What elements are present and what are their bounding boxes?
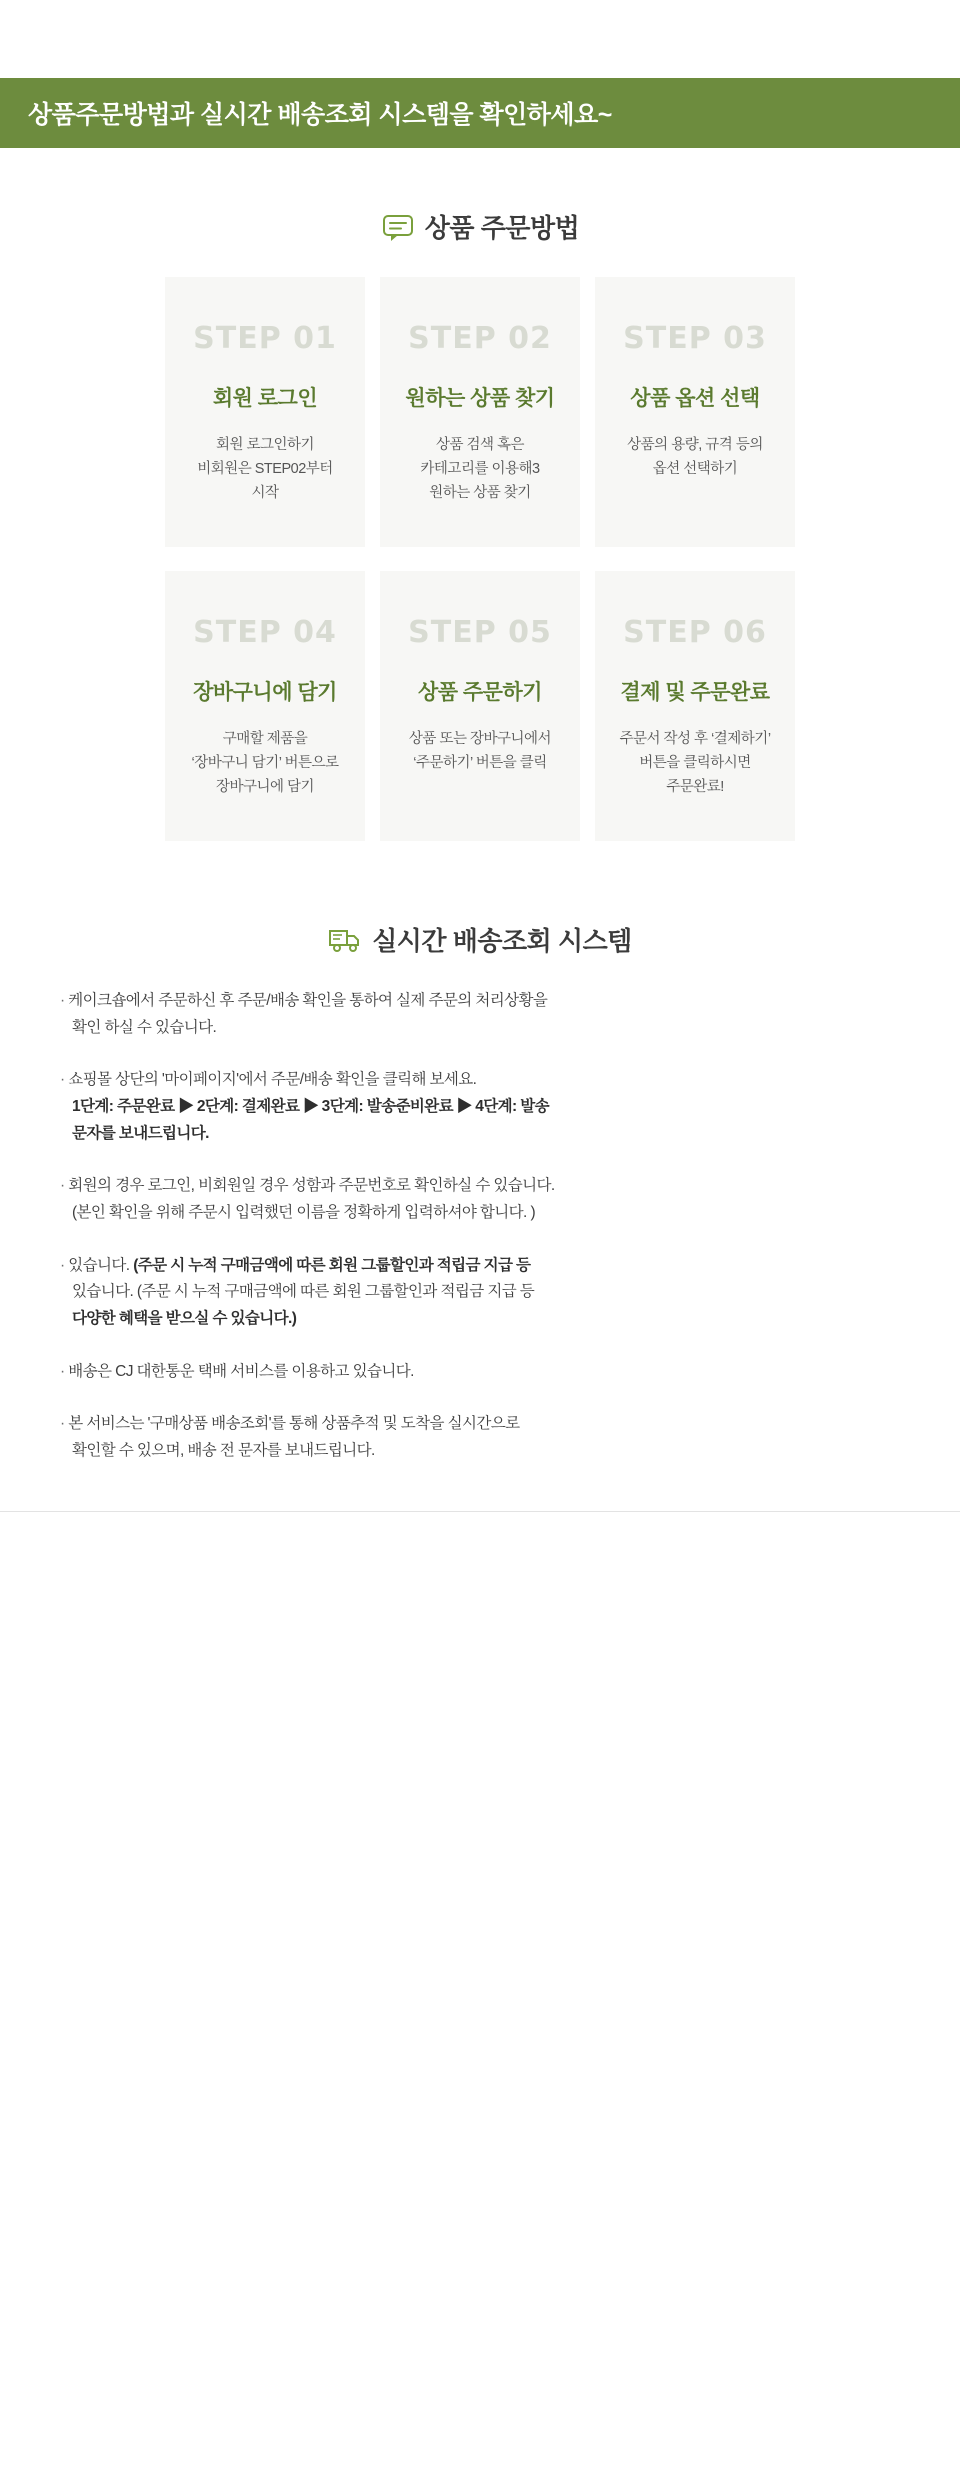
steps-grid [0,277,960,841]
delivery-line: (본인 확인을 위해 주문시 입력했던 이름을 정확하게 입력하셔야 합니다. ) [72,1203,536,1221]
step-number: STEP 03 [623,321,767,356]
step-desc-line: 주문서 작성 후 ‘결제하기’ [619,731,771,747]
step-desc-line: 비회원은 STEP02부터 [197,460,333,477]
step-card [380,571,580,841]
order-method-heading [0,208,960,245]
delivery-line: · 있습니다. (주문 시 누적 구매금액에 따른 회원 그룹할인과 적립금 지급 등 [60,1253,900,1280]
step-number: STEP 04 [193,615,337,650]
step-title: 원하는 상품 찾기 [405,387,555,410]
delivery-line: 확인 하실 수 있습니다. [72,1018,217,1036]
step-desc-line: 상품의 용량, 규격 등의 [627,437,763,453]
delivery-line: · 본 서비스는 '구매상품 배송조회'를 통해 상품추적 및 도착을 실시간으로 [60,1411,900,1438]
step-title: 결제 및 주문완료 [620,681,770,704]
delivery-line: 확인할 수 있으며, 배송 전 문자를 보내드립니다. [72,1441,375,1459]
order-method-title: 상품 주문방법 [424,213,580,243]
step-number: STEP 06 [623,615,767,650]
step-card [165,571,365,841]
delivery-line: 다양한 혜택을 받으실 수 있습니다.) [72,1309,297,1327]
page-root [0,78,960,1548]
step-desc-line: ‘주문하기’ 버튼을 클릭 [413,754,547,771]
top-banner [0,78,960,148]
step-number: STEP 01 [193,321,337,356]
step-desc-line: 주문완료! [666,778,724,795]
delivery-section-title: 실시간 배송조회 시스템 [372,926,632,956]
delivery-line: 있습니다. (주문 시 누적 구매금액에 따른 회원 그룹할인과 적립금 지급 등 [72,1283,535,1301]
step-number: STEP 02 [408,321,552,356]
delivery-paragraph [60,1173,900,1226]
bottom-spacer [0,1512,960,1548]
step-card [595,277,795,547]
step-desc-line: 장바구니에 담기 [215,778,315,795]
step-title: 상품 옵션 선택 [630,387,760,410]
delivery-line: · 회원의 경우 로그인, 비회원일 경우 성함과 주문번호로 확인하실 수 있습니다. [60,1173,900,1200]
step-desc-line: 원하는 상품 찾기 [429,484,531,501]
delivery-line: · 배송은 CJ 대한통운 택배 서비스를 이용하고 있습니다. [60,1359,900,1386]
delivery-paragraph [60,1411,900,1464]
step-description [392,728,568,776]
step-description [177,434,353,506]
step-desc-line: 구매할 제품을 [222,731,308,747]
delivery-line: 문자를 보내드립니다. [72,1124,209,1142]
step-title: 상품 주문하기 [417,681,543,704]
delivery-info-list [50,988,910,1465]
delivery-line: · 쇼핑몰 상단의 '마이페이지'에서 주문/배송 확인을 클릭해 보세요. [60,1067,900,1094]
step-desc-line: ‘장바구니 담기’ 버튼으로 [191,754,339,771]
step-description [607,728,783,800]
step-desc-line: 상품 검색 혹은 [435,437,525,453]
delivery-truck-icon [328,923,362,957]
delivery-paragraph [60,1359,900,1386]
step-desc-line: 상품 또는 장바구니에서 [408,731,552,747]
step-card [380,277,580,547]
step-title: 장바구니에 담기 [193,681,337,704]
step-description [392,434,568,506]
speech-bubble-icon [381,210,415,244]
step-card [595,571,795,841]
step-desc-line: 카테고리를 이용해3 [420,460,540,477]
delivery-section-heading [0,921,960,958]
delivery-line: · 케이크숍에서 주문하신 후 주문/배송 확인을 통하여 실제 주문의 처리상황을 [60,988,900,1015]
step-desc-line: 회원 로그인하기 [215,437,315,453]
delivery-paragraph [60,1067,900,1147]
step-desc-line: 시작 [251,484,279,501]
step-card [165,277,365,547]
step-number: STEP 05 [408,615,552,650]
delivery-paragraph [60,988,900,1041]
delivery-paragraph [60,1253,900,1333]
banner-text: 상품주문방법과 실시간 배송조회 시스템을 확인하세요~ [28,101,612,129]
delivery-line-stages: 1단계: 주문완료 ▶ 2단계: 결제완료 ▶ 3단계: 발송준비완료 ▶ 4단계: 발송 [72,1097,550,1115]
step-desc-line: 버튼을 클릭하시면 [639,754,751,771]
step-description [607,434,783,482]
step-desc-line: 옵션 선택하기 [652,460,738,477]
step-description [177,728,353,800]
step-title: 회원 로그인 [212,387,318,410]
